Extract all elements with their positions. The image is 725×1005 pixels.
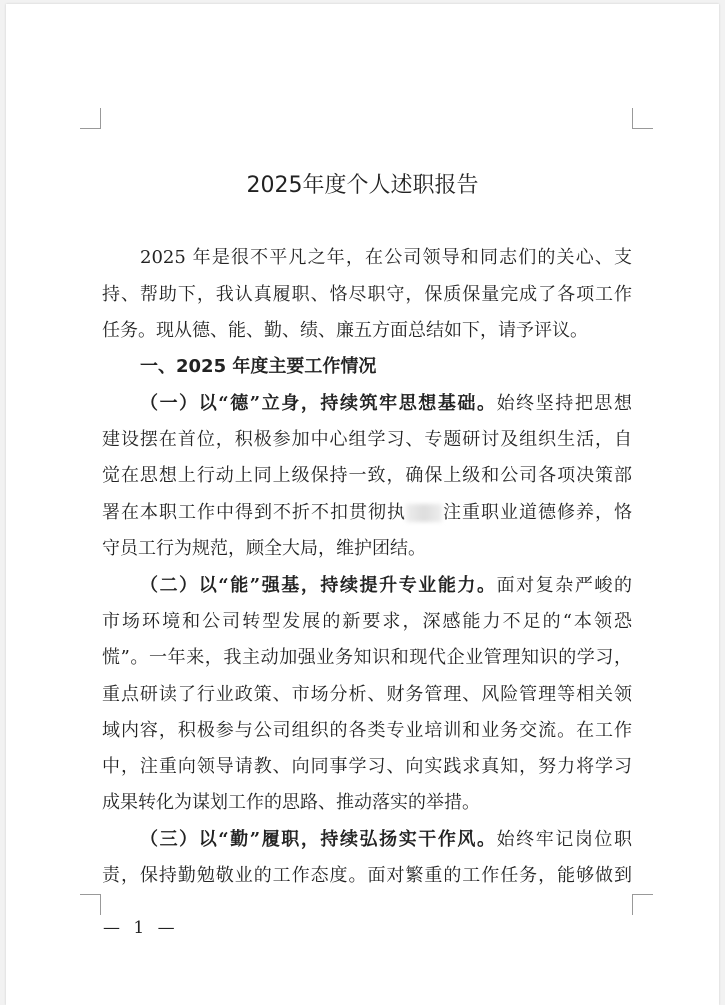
section2-line: 慌”。一年来，我主动加强业务知识和现代企业管理知识的学习，: [102, 647, 632, 668]
section2-text: 面对复杂严峻的: [496, 575, 632, 596]
margin-mark-bottom-left: [80, 894, 101, 915]
section2-lead: （二）以“能”强基，持续提升专业能力。: [140, 575, 497, 596]
margin-mark-top-left: [80, 108, 101, 129]
intro-line: 持、帮助下，我认真履职、恪尽职守，保质保量完成了各项工作: [102, 284, 632, 305]
section2-line: 重点研读了行业政策、市场分析、财务管理、风险管理等相关领: [102, 684, 632, 705]
section2-line: 成果转化为谋划工作的思路、推动落实的举措。: [102, 792, 480, 813]
page-number: — 1 —: [103, 918, 179, 938]
section1-line: [140, 392, 632, 416]
margin-mark-top-right: [632, 108, 653, 129]
section1-line: 守员工行为规范，顾全大局，维护团结。: [102, 538, 426, 559]
section2-line: 中，注重向领导请教、向同事学习、向实践求真知，努力将学习: [102, 756, 632, 777]
section2-line: [140, 574, 632, 598]
section1-text: 始终坚持把思想: [496, 393, 632, 414]
section1-line: [102, 501, 632, 525]
section1-line: 建设摆在首位，积极参加中心组学习、专题研讨及组织生活，自: [102, 429, 632, 450]
section3-text: 始终牢记岗位职: [496, 829, 632, 850]
intro-line: 2025 年是很不平凡之年，在公司领导和同志们的关心、支: [140, 247, 632, 268]
section3-lead: （三）以“勤”履职，持续弘扬实干作风。: [140, 829, 497, 850]
section2-line: 市场环境和公司转型发展的新要求，深感能力不足的“本领恐: [102, 611, 632, 632]
intro-line: 任务。现从德、能、勤、绩、廉五方面总结如下，请予评议。: [102, 320, 588, 341]
section1-lead: （一）以“德”立身，持续筑牢思想基础。: [140, 393, 497, 414]
section1-line: 觉在思想上行动上同上级保持一致，确保上级和公司各项决策部: [102, 465, 632, 486]
section3-line: [140, 828, 632, 852]
document-title: 2025年度个人述职报告: [246, 173, 479, 198]
blurred-region: [406, 504, 442, 522]
section3-line: 责，保持勤勉敬业的工作态度。面对繁重的工作任务，能够做到: [102, 865, 632, 886]
section1-text: 署在本职工作中得到不折不扣贯彻执: [102, 502, 406, 523]
section1-text: 注重职业道德修养，恪: [442, 502, 632, 523]
section2-line: 域内容，积极参与公司组织的各类专业培训和业务交流。在工作: [102, 720, 632, 741]
section-heading: 一、2025 年度主要工作情况: [140, 356, 377, 377]
margin-mark-bottom-right: [632, 894, 653, 915]
